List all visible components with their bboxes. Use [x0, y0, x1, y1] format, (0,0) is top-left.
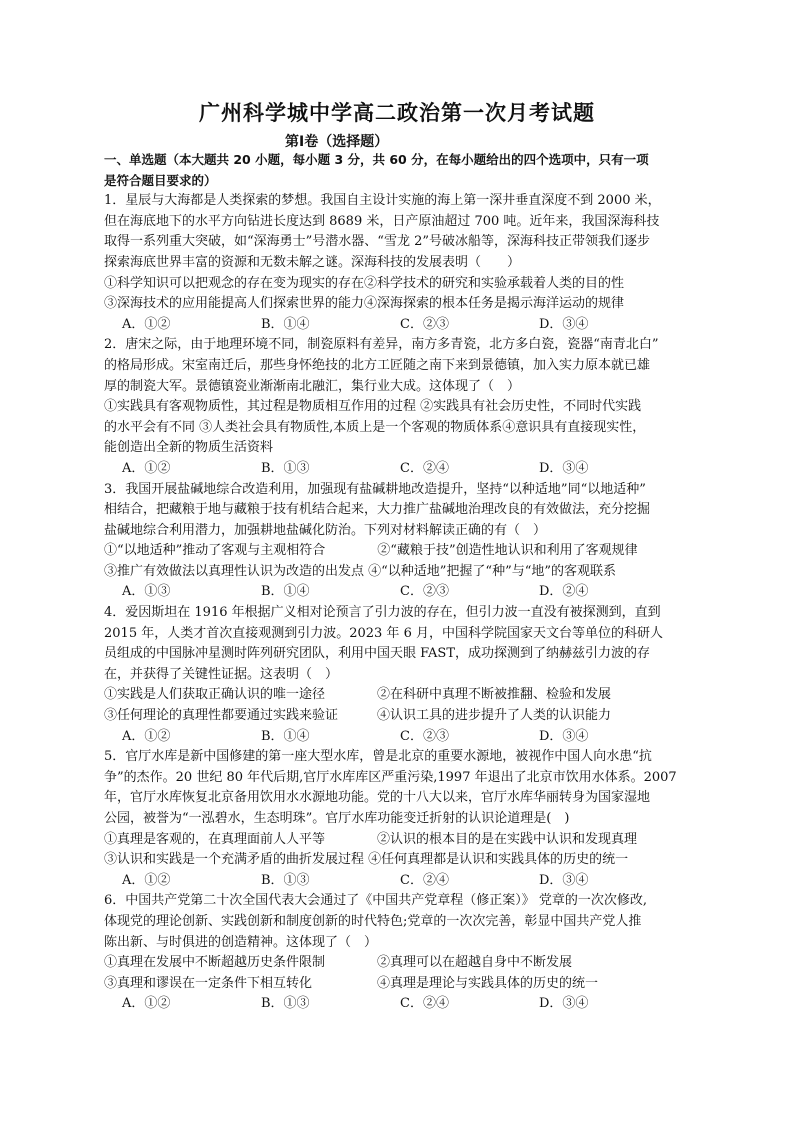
- answer-choice-d: D．③④: [539, 996, 589, 1012]
- question-stem-line: 1．星辰与大海都是人类探索的梦想。我国自主设计实施的海上第一深井垂直深度不到 2000 米，: [104, 193, 661, 209]
- question-2: [104, 335, 696, 479]
- question-stem-line: 相结合，把藏粮于地与藏粮于技有机结合起来，大力推广盐碱地治理改良的有效做法，充分挖掘: [104, 502, 651, 518]
- question-3: [104, 480, 696, 604]
- answer-choice-a: A．①②: [122, 460, 171, 476]
- answer-choice-a: A．①②: [122, 728, 171, 744]
- answer-choice-a: A．①②: [122, 872, 171, 888]
- answer-choices: [104, 582, 696, 603]
- answer-choices: [104, 727, 696, 748]
- question-stem-line: 但在海底地下的水平方向钻进长度达到 8689 米，日产原油超过 700 吨。近年来，我国深海科技: [104, 213, 660, 229]
- answer-choice-d: D．③④: [539, 872, 589, 888]
- question-stem-line: 争”的杰作。20 世纪 80 年代后期,官厅水库库区严重污染,1997 年退出了北京市饮用水体系。2007: [104, 769, 677, 785]
- question-6: [104, 891, 696, 1015]
- answer-choices: [104, 871, 696, 892]
- answer-choice-b: B．①③: [261, 996, 310, 1012]
- answer-choices: [104, 459, 696, 480]
- answer-choices: [104, 315, 696, 336]
- section-subtitle: 第Ⅰ卷（选择题）: [285, 134, 389, 150]
- answer-choices: [104, 994, 696, 1015]
- answer-choice-b: B．①④: [261, 316, 310, 332]
- section-instructions-line: 是符合题目要求的）: [104, 172, 217, 188]
- question-option-line: ③任何理论的真理性都要通过实践来验证 ④认识工具的进步提升了人类的认识能力: [104, 708, 612, 724]
- section-instructions-line: 一、单选题（本大题共 20 小题，每小题 3 分，共 60 分，在每小题给出的四个选项中，只有一项: [104, 152, 649, 167]
- question-option-line: ③深海技术的应用能提高人们探索世界的能力④深海探索的根本任务是揭示海洋运动的规律: [104, 296, 625, 312]
- answer-choice-a: A．①②: [122, 316, 171, 332]
- page-title: 广州科学城中学高二政治第一次月考试题: [199, 101, 595, 125]
- answer-choice-b: B．①④: [261, 728, 310, 744]
- question-stem-line: 体现党的理论创新、实践创新和制度创新的时代特色;党章的一次次完善，彰显中国共产党人推: [104, 913, 642, 929]
- question-4: [104, 603, 696, 747]
- question-stem-line: 取得一系列重大突破，如“深海勇士”号潜水器、“雪龙 2”号破冰船等，深海科技正带领我们逐步: [104, 234, 650, 250]
- answer-choice-b: B．①④: [261, 584, 310, 600]
- question-stem-line: 2．唐宋之际，由于地理环境不同，制瓷原料有差异，南方多青瓷，北方多白瓷，瓷器“南青北白”: [104, 337, 659, 353]
- question-stem-line: 5．官厅水库是新中国修建的第一座大型水库，曾是北京的重要水源地，被视作中国人向水患“抗: [104, 749, 652, 765]
- question-stem-line: 2015 年，人类才首次直接观测到引力波。2023 年 6 月，中国科学院国家天文台等单位的科研人: [104, 625, 663, 641]
- answer-choice-c: C．②③: [400, 584, 449, 600]
- question-stem-line: 公园，被誉为“一泓碧水，生态明珠”。官厅水库功能变迁折射的认识论道理是( ): [104, 811, 570, 826]
- question-stem-line: 盐碱地综合利用潜力，加强耕地盐碱化防治。下列对材料解读正确的有（ ）: [104, 522, 547, 538]
- answer-choice-b: B．①③: [261, 460, 310, 476]
- answer-choice-c: C．②④: [400, 872, 449, 888]
- question-option-line: ③认识和实践是一个充满矛盾的曲折发展过程 ④任何真理都是认识和实践具体的历史的统一: [104, 852, 629, 868]
- question-option-line: ③推广有效做法以真理性认识为改造的出发点 ④“以种适地”把握了“种”与“地”的客观联系: [104, 563, 617, 579]
- question-stem-line: 年，官厅水库恢复北京备用饮用水水源地功能。党的十八大以来，官厅水库华丽转身为国家湿地: [104, 790, 651, 806]
- question-stem-line: 探索海底世界丰富的资源和无数未解之谜。深海科技的发展表明（ ）: [104, 254, 521, 270]
- question-option-line: ①“以地适种”推动了客观与主观相符合 ②“藏粮于技”创造性地认识和利用了客观规律: [104, 543, 638, 559]
- question-option-line: ①真理是客观的，在真理面前人人平等 ②认识的根本目的是在实践中认识和发现真理: [104, 831, 638, 847]
- question-stem-line: 员组成的中国脉冲星测时阵列研究团队，利用中国天眼 FAST，成功探测到了纳赫兹引力波的存: [104, 646, 650, 662]
- exam-body: [104, 150, 696, 1015]
- question-option-line: ①实践具有客观物质性，其过程是物质相互作用的过程 ②实践具有社会历史性，不同时代实践: [104, 399, 642, 415]
- question-option-line: ①实践是人们获取正确认识的唯一途径 ②在科研中真理不断被推翻、检验和发展: [104, 687, 612, 703]
- question-option-line: 的水平会有不同 ③人类社会具有物质性,本质上是一个客观的物质体系④意识具有直接现实性，: [104, 419, 646, 435]
- answer-choice-d: D．③④: [539, 728, 589, 744]
- answer-choice-a: A．①②: [122, 996, 171, 1012]
- question-5: [104, 747, 696, 891]
- question-stem-line: 在，并获得了关键性证据。这表明（ ）: [104, 666, 339, 682]
- question-option-line: ③真理和谬误在一定条件下相互转化 ④真理是理论与实践具体的历史的统一: [104, 975, 599, 991]
- question-option-line: ①真理在发展中不断超越历史条件限制 ②真理可以在超越自身中不断发展: [104, 955, 573, 971]
- question-stem-line: 3．我国开展盐碱地综合改造利用，加强现有盐碱耕地改造提升，坚持“以种适地”同“以地适种”: [104, 481, 646, 497]
- answer-choice-c: C．②③: [400, 316, 449, 332]
- answer-choice-c: C．②④: [400, 996, 449, 1012]
- question-stem-line: 陈出新、与时俱进的创造精神。这体现了（ ）: [104, 934, 378, 950]
- question-stem-line: 的格局形成。宋室南迁后，那些身怀绝技的北方工匠随之南下来到景德镇，加入实力原本就已雄: [104, 357, 651, 373]
- answer-choice-d: D．③④: [539, 460, 589, 476]
- answer-choice-d: D．③④: [539, 316, 589, 332]
- answer-choice-b: B．①③: [261, 872, 310, 888]
- question-option-line: 能创造出全新的物质生活资料: [104, 440, 274, 456]
- answer-choice-c: C．②④: [400, 460, 449, 476]
- question-option-line: ①科学知识可以把观念的存在变为现实的存在②科学技术的研究和实验承载着人类的目的性: [104, 275, 625, 291]
- answer-choice-a: A．①③: [122, 584, 171, 600]
- question-stem-line: 厚的制瓷大军。景德镇瓷业渐渐南北融汇，集行业大成。这体现了（ ）: [104, 378, 521, 394]
- question-1: [104, 191, 696, 335]
- question-stem-line: 4．爱因斯坦在 1916 年根据广义相对论预言了引力波的存在，但引力波一直没有被探测到，直到: [104, 605, 661, 621]
- answer-choice-d: D．②④: [539, 584, 589, 600]
- question-stem-line: 6．中国共产党第二十次全国代表大会通过了《中国共产党章程（修正案）》 党章的一次次修改,: [104, 893, 648, 909]
- answer-choice-c: C．②③: [400, 728, 449, 744]
